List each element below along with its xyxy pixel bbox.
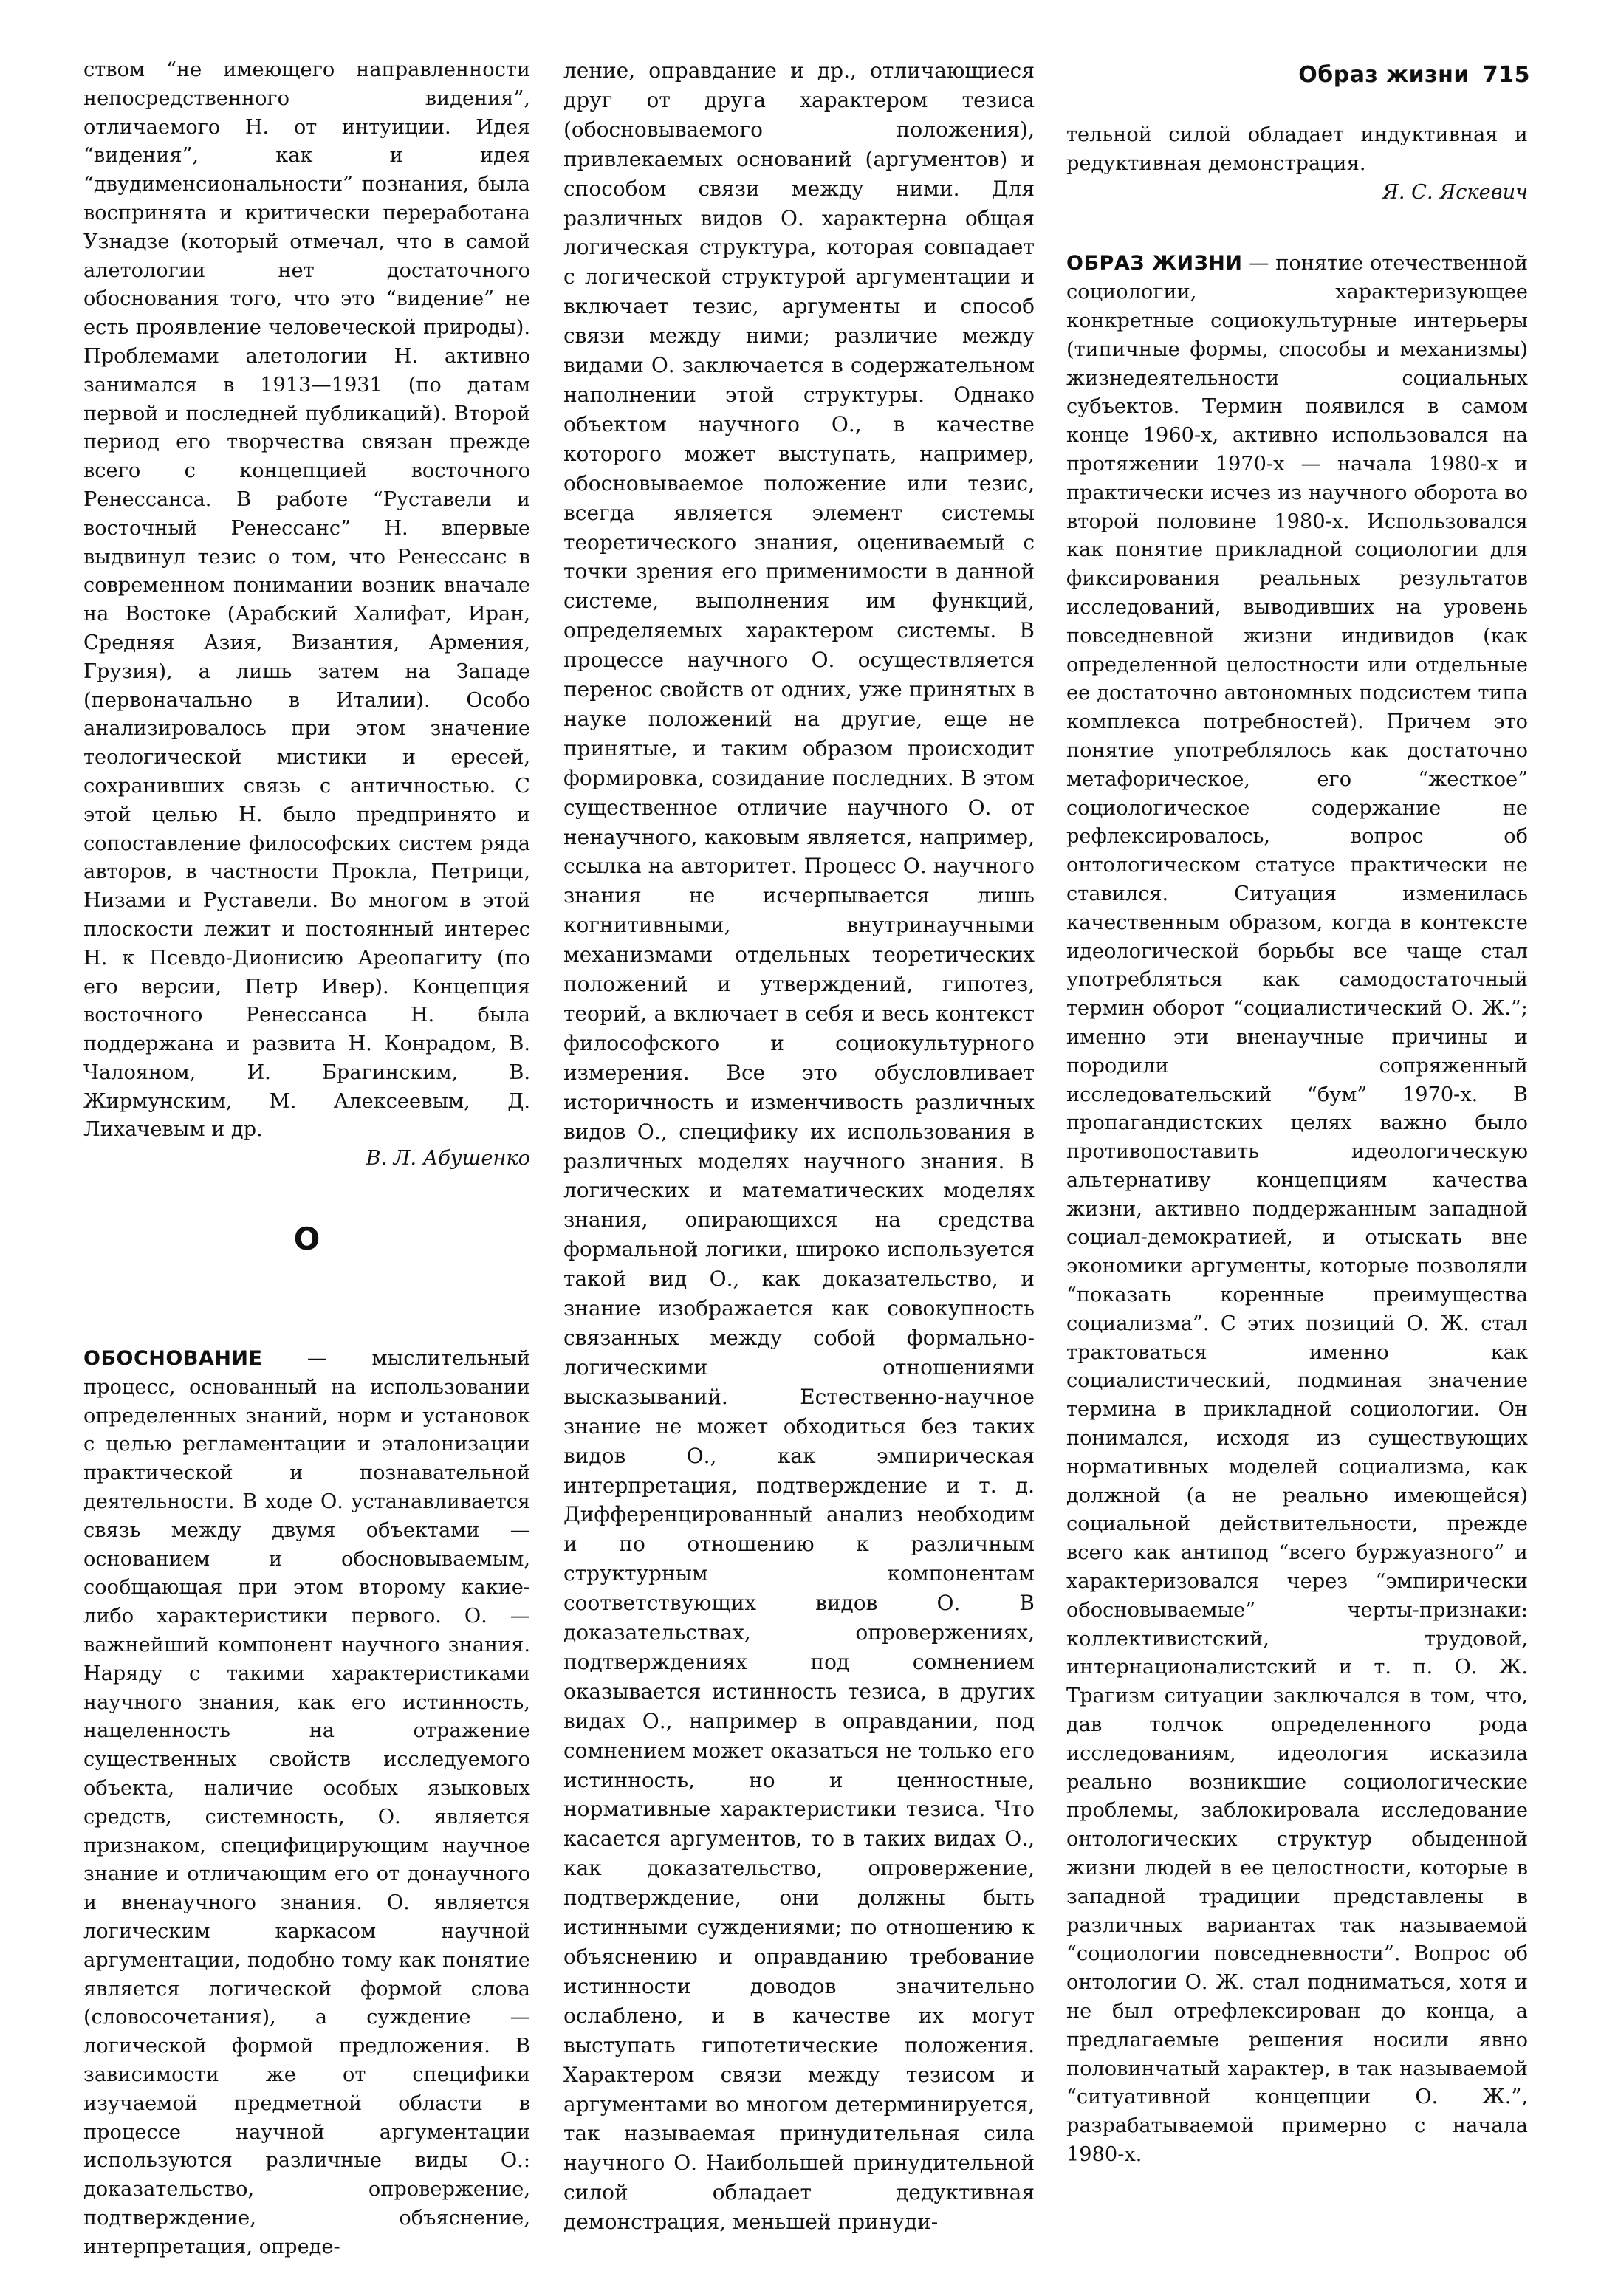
entry-gap — [1066, 207, 1528, 250]
entry-author: В. Л. Абушенко — [366, 1147, 530, 1171]
column-3 — [1066, 121, 1528, 2170]
entry-text: — мыслительный процесс, основанный на использовании определенных знаний, норм и установок с целью регламентации и эталонизации практической и познавательной деятельности. В ходе О. устанавливается связь между двумя объектами — основанием и обосновываемым, сообщающая при этом второму какие-либо характеристики первого. О. — важнейший компонент научного знания. Наряду с такими характеристиками научного знания, как его истинность, нацеленность на отражение существенных свойств исследуемого объекта, наличие особых языковых средств, системность, О. является признаком, специфицирующим научное знание и отличающим его от донаучного и вненаучного знания. О. является логическим каркасом научной аргументации, подобно тому как понятие является логической формой слова (словосочетания), а суждение — логической формой предложения. В зависимости же от специфики изучаемой предметной области в процессе научной аргументации используются различные виды О.: доказательство, опровержение, подтверждение, объяснение, интерпретация, опреде- — [83, 1347, 530, 2258]
entry-text: — понятие отечественной социологии, характеризующее конкретные социокультурные интерьеры (типичные формы, способы и механизмы) жизнедеятельности социальных субъектов. Термин появился в самом конце 1960-х, активно использовался на протяжении 1970-х — начала 1980-х и практически исчез из научного оборота во второй половине 1980-х. Использовался как понятие прикладной социологии для фиксирования реальных результатов исследований, выводивших на уровень повседневной жизни индивидов (как определенной целостности или отдельные ее достаточно автономных подсистем типа комплекса потребностей). Причем это понятие употреблялось как достаточно метафорическое, его “жесткое” социологическое содержание не рефлексировалось, вопрос об онтологическом статусе практически не ставился. Ситуация изменилась качественным образом, когда в контексте идеологической борьбы все чаще стал употребляться как самодостаточный термин оборот “социалистический О. Ж.”; именно эти вненаучные причины и породили сопряженный исследовательский “бум” 1970-х. В пропагандистских целях важно было противопоставить идеологическую альтернативу концепциям качества жизни, активно поддержанным западной социал-демократией, и отыскать вне экономики аргументы, которые позволяли “показать коренные преимущества социализма”. С этих позиций О. Ж. стал трактоваться именно как социалистический, подминая значение термина в прикладной социологии. Он понимался, исходя из существующих нормативных моделей социализма, как должной (а не реально имеющейся) социальной действительности, прежде всего как антипод “всего буржуазного” и характеризовался через “эмпирически обосновываемые” черты-признаки: коллективистский, трудовой, интернационалистский и т. п. О. Ж. Трагизм ситуации заключался в том, что, дав толчок определенного рода исследованиям, идеология исказила реально возникшие социологические проблемы, заблокировала исследование онтологических структур обыденной жизни людей в ее целостности, которые в западной традиции представлены в различных вариантах так называемой “социологии повседневности”. Вопрос об онтологии О. Ж. стал подниматься, хотя и не был отрефлексирован до конца, а предлагаемые решения носили явно половинчатый характер, в так называемой “ситуативной концепции О. Ж.”, разрабатываемой примерно с начала 1980-х. — [1066, 252, 1528, 2166]
section-letter-block — [83, 1173, 530, 1345]
section-letter: О — [293, 1221, 320, 1258]
entry-term: ОБРАЗ ЖИЗНИ — [1066, 252, 1243, 275]
running-header — [1298, 62, 1530, 88]
page-number: 715 — [1482, 62, 1530, 88]
entry-continuation-text: тельной силой обладает индуктивная и редуктивная демонстрация. — [1066, 123, 1528, 175]
entry-continuation-text: ление, оправдание и др., отличающиеся друг от друга характером тезиса (обосновываемого положения), привлекаемых оснований (аргументов) и способом связи между ними. Для различных видов О. характерна общая логическая структура, которая совпадает с логической структурой аргументации и включает тезис, аргументы и способ связи между ними; различие между видами О. заключается в содержательном наполнении этой структуры. Однако объектом научного О., в качестве которого может выступать, например, обосновываемое положение или тезис, всегда является элемент системы теоретического знания, оцениваемый с точки зрения его применимости в данной системе, выполнения им функций, определяемых характером системы. В процессе научного О. осуществляется перенос свойств от одних, уже принятых в науке положений на другие, еще не принятые, и таким образом происходит формировка, созидание последних. В этом существенное отличие научного О. от ненаучного, каковым является, например, ссылка на авторитет. Процесс О. научного знания не исчерпывается лишь когнитивными, внутринаучными механизмами отдельных теоретических положений и утверждений, гипотез, теорий, а включает в себя и весь контекст философского и социокультурного измерения. Все это обусловливает историчность и изменчивость различных видов О., специфику их использования в различных моделях научного знания. В логических и математических моделях знания, опирающихся на средства формальной логики, широко используется такой вид О., как доказательство, и знание изображается как совокупность связанных между собой формально-логическими отношениями высказываний. Естественно-научное знание не может обходиться без таких видов О., как эмпирическая интерпретация, подтверждение и т. д. Дифференцированный анализ необходим и по отношению к различным структурным компонентам соответствующих видов О. В доказательствах, опровержениях, подтверждениях под сомнением оказывается истинность тезиса, в других видах О., например в оправдании, под сомнением может оказаться не только его истинность, но и ценностные, нормативные характеристики тезиса. Что касается аргументов, то в таких видах О., как доказательство, опровержение, подтверждение, они должны быть истинными суждениями; по отношению к объяснению и оправданию требование истинности доводов значительно ослаблено, и в качестве их могут выступать гипотетические положения. Характером связи между тезисом и аргументами во многом детерминируется, так называемая принудительная сила научного О. Наибольшей принудительной силой обладает дедуктивная демонстрация, меньшей принуди- — [563, 58, 1035, 2235]
entry-obosnovanie — [83, 1345, 530, 2262]
entry-continuation-text: ством “не имеющего направленности непосредственного видения”, отличаемого Н. от интуиции. Идея “видения”, как и идея “двудименсиональности” познания, была воспринята и критически переработана Узнадзе (который отмечал, что в самой алетологии нет достаточного обоснования того, что это “видение” не есть проявление человеческой природы). Проблемами алетологии Н. активно занимался в 1913—1931 (по датам первой и последней публикаций). Второй период его творчества связан прежде всего с концепцией восточного Ренессанса. В работе “Руставели и восточный Ренессанс” Н. впервые выдвинул тезис о том, что Ренессанс в современном понимании возник вначале на Востоке (Арабский Халифат, Иран, Средняя Азия, Византия, Армения, Грузия), а лишь затем на Западе (первоначально в Италии). Особо анализировалось при этом значение теологической мистики и ересей, сохранивших связь с античностью. С этой целью Н. было предпринято и сопоставление философских систем ряда авторов, в частности Прокла, Петрици, Низами и Руставели. Во многом в этой плоскости лежит и постоянный интерес Н. к Псевдо-Дионисию Ареопагиту (по его версии, Петр Ивер). Концепция восточного Ренессанса Н. была поддержана и развита Н. Конрадом, В. Чалояном, И. Брагинским, В. Жирмунским, М. Алексеевым, Д. Лихачевым и др. — [83, 58, 530, 1142]
column-2 — [563, 56, 1035, 2237]
entry-author: Я. С. Яскевич — [1382, 180, 1528, 204]
column-1 — [83, 56, 530, 2262]
running-header-title: Образ жизни — [1298, 62, 1470, 88]
entry-term: ОБОСНОВАНИЕ — [83, 1347, 263, 1371]
entry-obraz-zhizni — [1066, 250, 1528, 2169]
